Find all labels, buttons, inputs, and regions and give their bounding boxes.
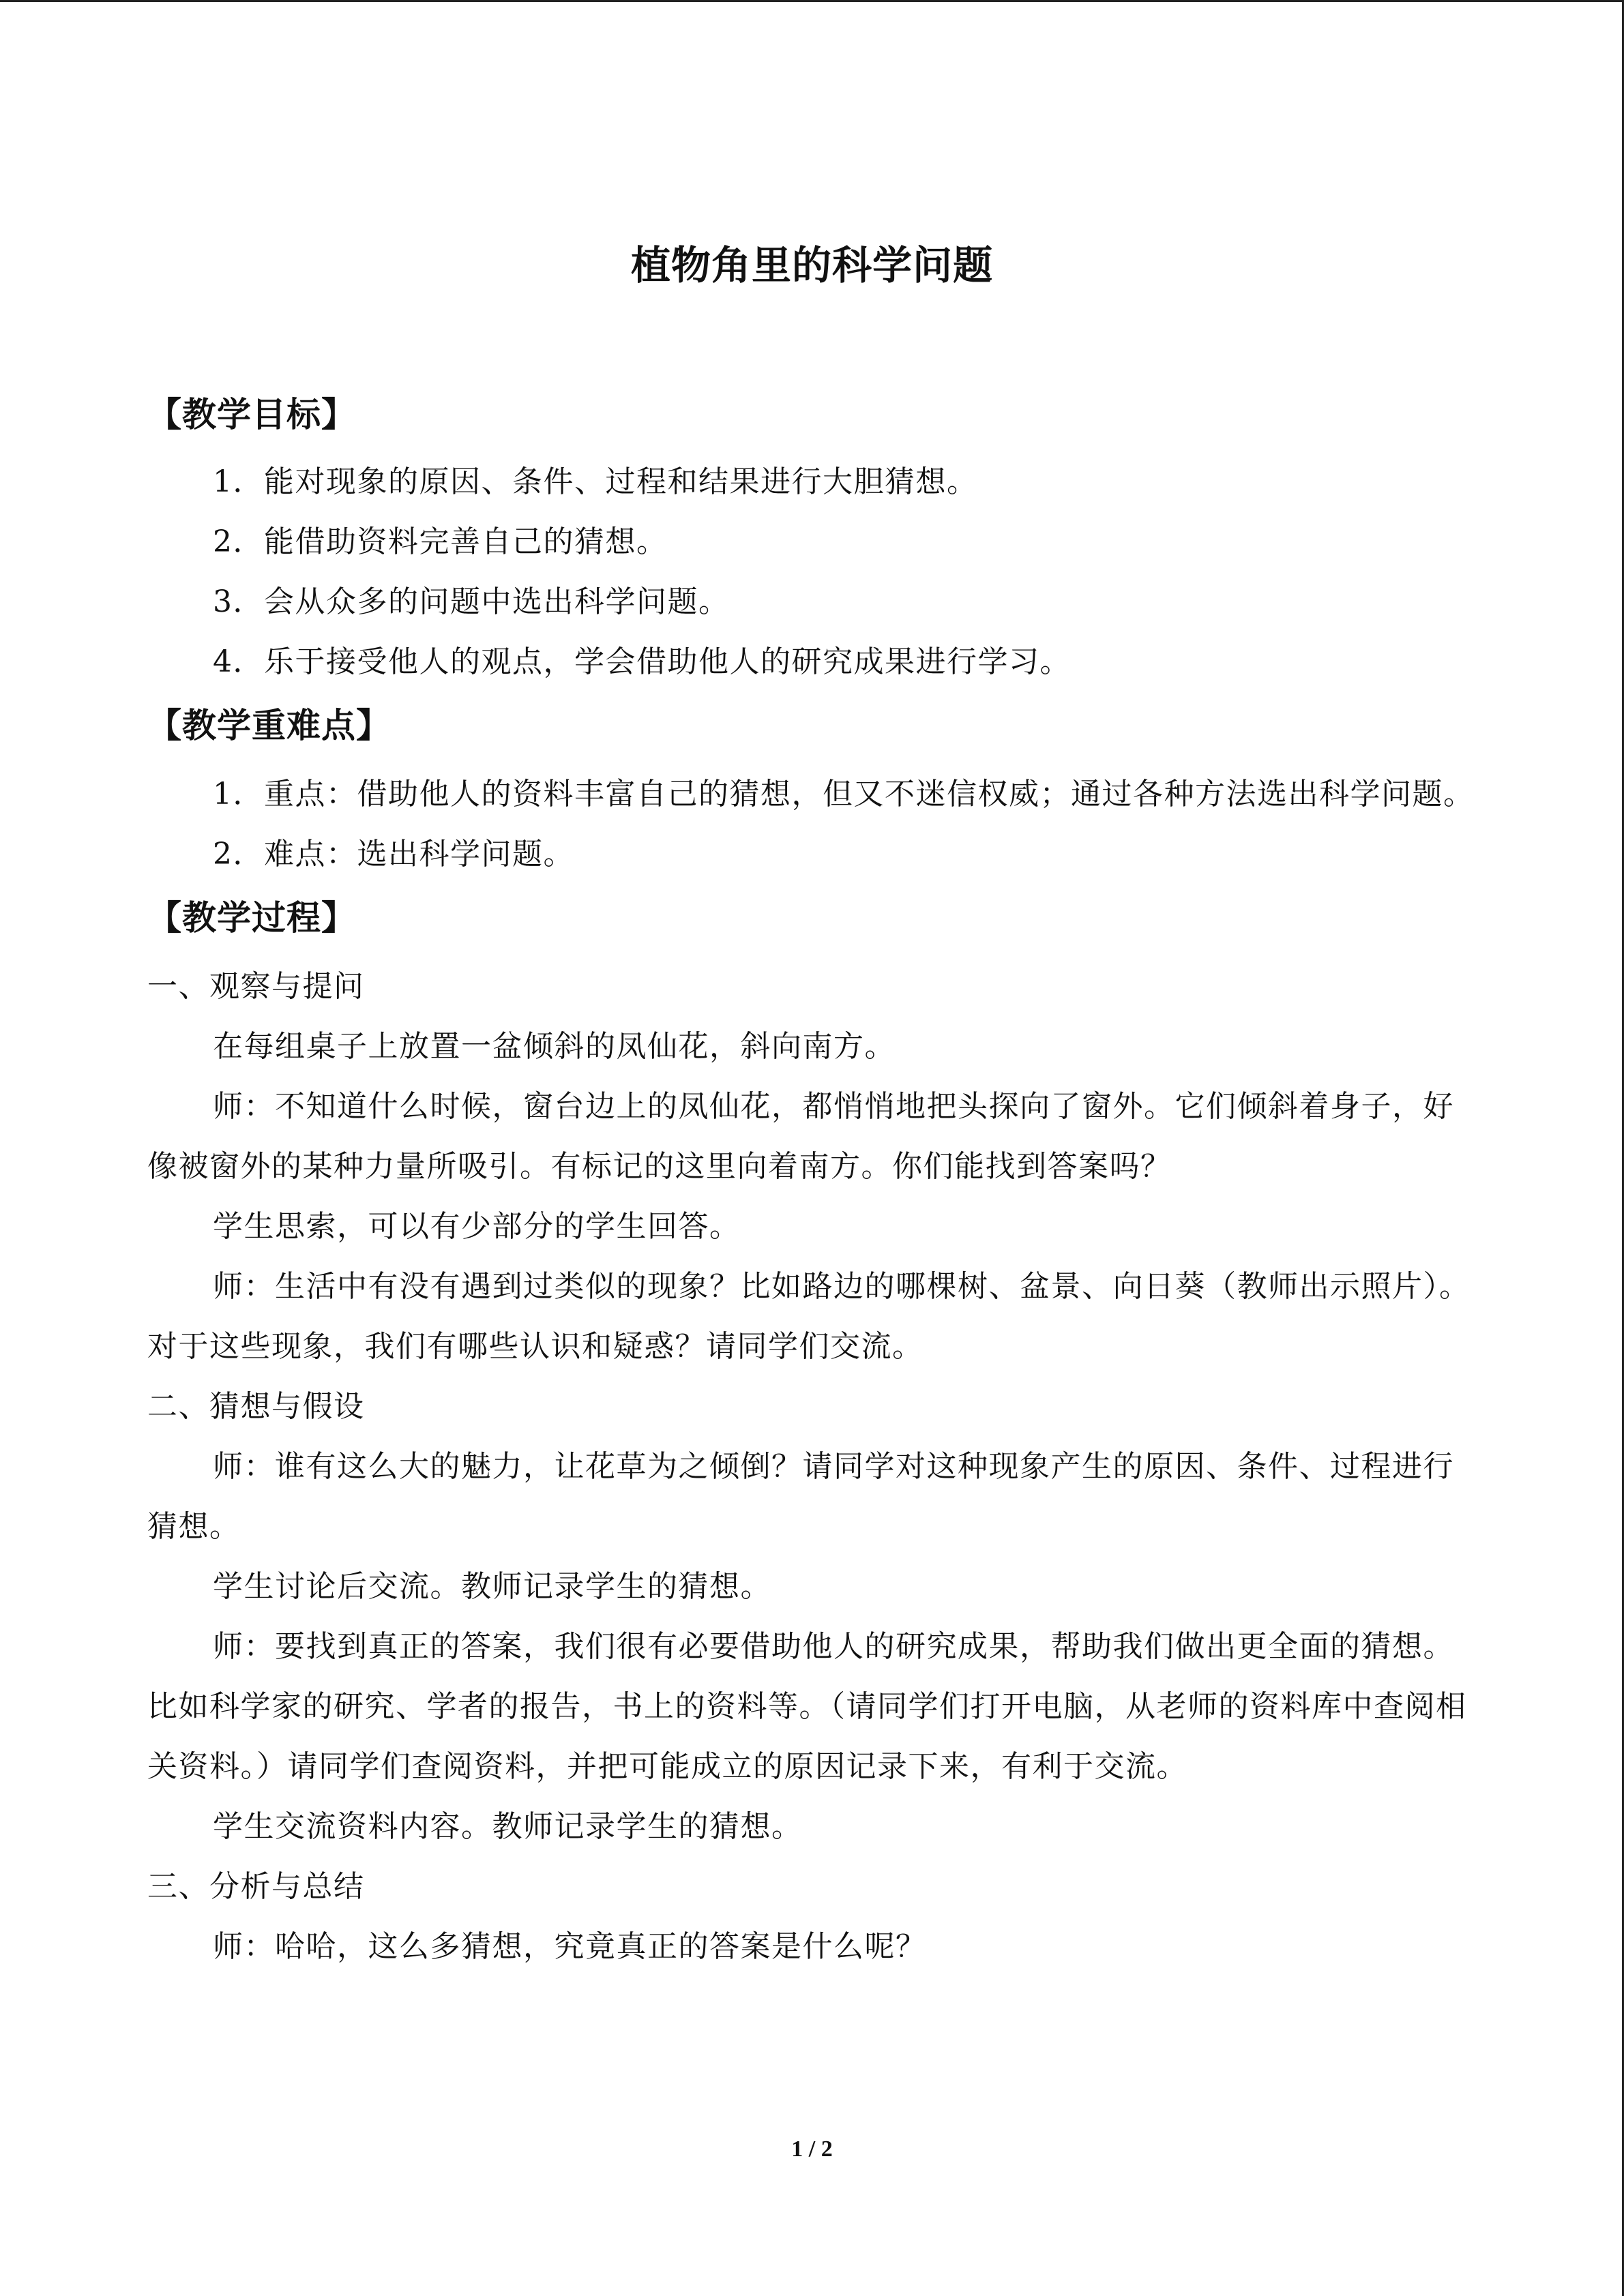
section-heading-key-points: 【教学重难点】 — [147, 706, 391, 745]
process-part-title: 三、分析与总结 — [147, 1869, 365, 1904]
key-point-item: 1．重点：借助他人的资料丰富自己的猜想，但又不迷信权威；通过各种方法选出科学问题。 — [213, 777, 1475, 811]
page-number: 1 / 2 — [791, 2136, 833, 2162]
process-paragraph: 在每组桌子上放置一盆倾斜的凤仙花，斜向南方。 — [213, 1029, 896, 1064]
section-heading-process: 【教学过程】 — [147, 898, 356, 938]
section-heading-goals: 【教学目标】 — [147, 395, 356, 434]
goal-item: 2．能借助资料完善自己的猜想。 — [213, 524, 668, 559]
process-part-title: 一、观察与提问 — [147, 969, 365, 1004]
page-title: 植物角里的科学问题 — [630, 241, 993, 288]
process-paragraph: 师：要找到真正的答案，我们很有必要借助他人的研究成果，帮助我们做出更全面的猜想。比如科学家的研究、学者的报告，书上的资料等。（请同学们打开电脑，从老师的资料库中查阅相关资料。）请同学们查阅资料，并把可能成立的原因记录下来，有利于交流。 — [147, 1629, 1467, 1784]
process-paragraph: 师：生活中有没有遇到过类似的现象？比如路边的哪棵树、盆景、向日葵（教师出示照片）。对于这些现象，我们有哪些认识和疑惑？请同学们交流。 — [147, 1269, 1471, 1364]
process-paragraph: 学生思索，可以有少部分的学生回答。 — [213, 1209, 741, 1244]
process-paragraph: 学生交流资料内容。教师记录学生的猜想。 — [213, 1809, 803, 1844]
goal-item: 1．能对现象的原因、条件、过程和结果进行大胆猜想。 — [213, 464, 978, 499]
page-border-top — [0, 0, 1624, 2]
key-point-item: 2．难点：选出科学问题。 — [213, 837, 574, 871]
process-part-title: 二、猜想与假设 — [147, 1389, 365, 1424]
goal-item: 3．会从众多的问题中选出科学问题。 — [213, 584, 730, 619]
document-body — [147, 384, 1477, 1977]
process-paragraph: 学生讨论后交流。教师记录学生的猜想。 — [213, 1569, 771, 1604]
process-paragraph: 师：谁有这么大的魅力，让花草为之倾倒？请同学对这种现象产生的原因、条件、过程进行猜想。 — [147, 1449, 1454, 1544]
process-paragraph: 师：哈哈，这么多猜想，究竟真正的答案是什么呢？ — [213, 1929, 927, 1964]
process-paragraph: 师：不知道什么时候，窗台边上的凤仙花，都悄悄地把头探向了窗外。它们倾斜着身子，好像被窗外的某种力量所吸引。有标记的这里向着南方。你们能找到答案吗？ — [147, 1089, 1454, 1184]
goal-item: 4．乐于接受他人的观点，学会借助他人的研究成果进行学习。 — [213, 644, 1071, 679]
